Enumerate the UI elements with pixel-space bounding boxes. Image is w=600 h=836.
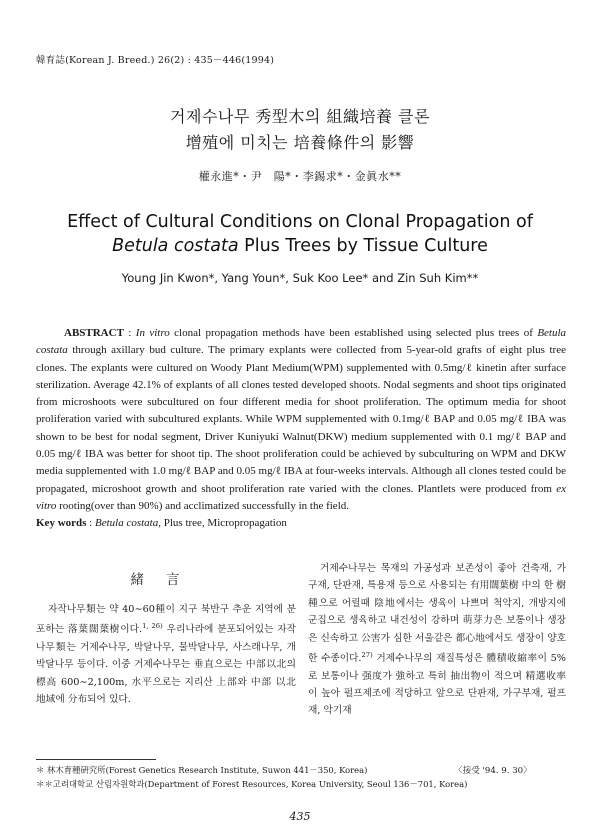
left-column-text xyxy=(36,601,296,709)
footnote-2: ＊＊고려대학교 산림자원학과(Department of Forest Resources, Korea University, Seoul 136－701, Korea) xyxy=(36,779,468,789)
english-title-line-2 xyxy=(0,236,600,256)
section-heading-introduction: 緒言 xyxy=(130,572,202,588)
right-col-text-2: 거제수나무의 재질특성은 體積收縮率이 5%로 보통이나 强度가 強하고 특히 抽出物이 적으며 精選收率이 높아 펄프제조에 적당하고 앞으로 단판재, 가구부재, 펄프재, 악기재 xyxy=(308,653,566,717)
right-column-text xyxy=(308,560,566,720)
abstract-italic-2: Betula costata xyxy=(36,327,567,357)
keywords-italic: Betula costata, xyxy=(94,517,161,529)
abstract-sep: : xyxy=(123,327,136,339)
keywords-label: Key words xyxy=(36,517,87,529)
right-col-text-1: 거제수나무는 목재의 가공성과 보존성이 좋아 건축재, 가구재, 단판재, 특용재 등으로 사용되는 有用闊葉樹 中의 한 樹種으로 어릴때 陰地에서는 생육이 나쁘며 척악지, 개방지에 군집으로 생육하고 내건성이 강하며 萌芽力은 보통이나 생장은 신속하고 公害가 심한 서울같은 都心地에서도 생장이 양호한 수종이다. xyxy=(308,563,566,665)
species-name: Betula costata xyxy=(112,236,239,256)
keywords-sep: : xyxy=(86,517,95,529)
keywords xyxy=(36,517,566,529)
left-col-text-2: 우리나라에 분포되어있는 자작나무類는 거제수나무, 박달나무, 물박달나무, 사스래나무, 개박달나무 등이다. 이중 거제수나무는 垂直으로는 中部以北의 標高 600∼2,100m, 水平으로는 지리산 上部와 中部 以北 地域에 分布되어 있다. xyxy=(36,624,296,706)
received-date: 〈接受 '94. 9. 30〉 xyxy=(454,766,532,776)
korean-title-line-2: 增殖에 미치는 培養條件의 影響 xyxy=(185,133,415,152)
english-authors: Young Jin Kwon*, Yang Youn*, Suk Koo Lee* and Zin Suh Kim** xyxy=(121,271,479,285)
footnote-1: ＊ 林木育種硏究所(Forest Genetics Research Institute, Suwon 441－350, Korea) xyxy=(36,765,368,775)
journal-header: 韓育誌(Korean J. Breed.) 26(2) : 435－446(1994) xyxy=(36,55,275,66)
keywords-rest: Plus tree, Micropropagation xyxy=(160,517,287,529)
abstract-italic-1: In vitro xyxy=(135,327,170,339)
abstract-italic-3: ex vitro xyxy=(36,482,566,512)
abstract xyxy=(36,325,566,515)
korean-authors: 權永進*・尹 陽*・李錫求*・金眞水** xyxy=(198,170,402,183)
abstract-label: ABSTRACT xyxy=(64,327,124,339)
abstract-text-1: clonal propagation methods have been established using selected plus trees of xyxy=(169,327,538,339)
abstract-text-2: through axillary bud culture. The primary explants were collected from 5-year-old grafts of eight plus tree clones. The explants were cultured on Woody Plant Medium(WPM) supplemented with 0.5mg/ℓ kinetin after surface sterilization. Average 42.1% of explants of all clones tested developed shoots. Nodal segments and shoot tips originated from microshoots were subcultured on four different media for shoot proliferation. The optimum media for shoot proliferation varied with subcultured explants. While WPM supplemented with 0.1mg/ℓ BAP and 0.05 mg/ℓ IBA was shown to be best for nodal segment, Driver Kuniyuki Walnut(DKW) medium supplemented with 0.1 mg/ℓ BAP and 0.05 mg/ℓ IBA was better for shoot tip. The shoot proliferation could be achieved by subculturing on WPM and DKW media supplemented with 1.0 mg/ℓ BAP and 0.05 mg/ℓ IBA at four-weeks intervals. Although all clones tested could be propagated, microshoot growth and shoot proliferation rate varied with the clones. Plantlets were produced from xyxy=(36,344,566,495)
english-title-line-1: Effect of Cultural Conditions on Clonal Propagation of xyxy=(67,212,533,232)
left-col-text-1: 자작나무類는 약 40∼60種이 지구 북반구 추운 지역에 분포하는 落葉闊葉樹이다. xyxy=(36,604,296,636)
footnote-rule xyxy=(36,759,156,760)
citation-ref: 27) xyxy=(361,651,373,660)
page-number: 435 xyxy=(289,810,311,823)
english-title-rest: Plus Trees by Tissue Culture xyxy=(238,236,488,256)
abstract-text-3: rooting(over than 90%) and acclimatized successfully in the field. xyxy=(56,499,349,512)
korean-title-line-1: 거제수나무 秀型木의 組織培養 클론 xyxy=(170,107,430,126)
citation-ref: 1, 26) xyxy=(142,622,163,631)
